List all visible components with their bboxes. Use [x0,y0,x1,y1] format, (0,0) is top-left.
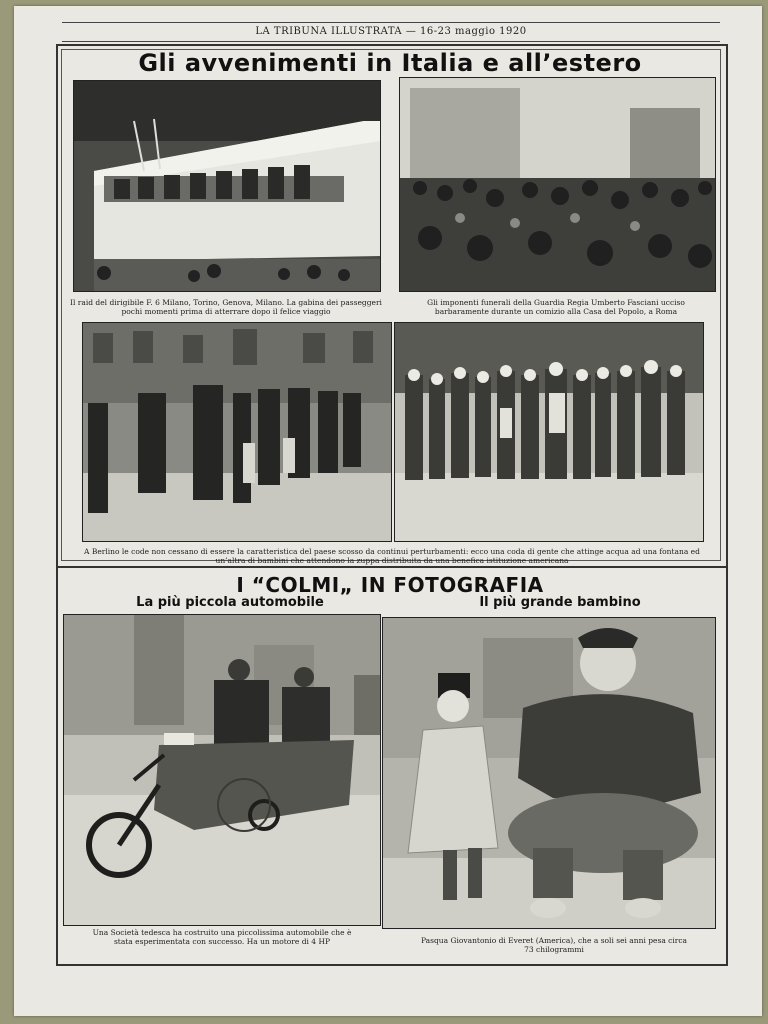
page-headline: Gli avvenimenti in Italia e all’estero [138,49,642,77]
child-caption: Pasqua Giovantonio di Everet (America), che a soli sei anni pesa circa 73 chilogrammi [420,936,688,954]
children-queue-photo [394,322,704,542]
automobile-caption: Una Società tedesca ha costruito una piccolissima automobile che è stata esperimentata con successo. Ha un motore di 4 HP [92,928,352,946]
masthead: LA TRIBUNA ILLUSTRATA — 16-23 maggio 1920 [62,22,720,42]
dirigible-photo [73,80,381,292]
funeral-caption: Gli imponenti funerali della Guardia Regia Umberto Fasciani ucciso barbaramente durante un comizio alla Casa del Popolo, a Roma [427,298,685,316]
dirigible-caption: Il raid del dirigibile F. 6 Milano, Torino, Genova, Milano. La gabina dei passeggeri pochi momenti prima di atterrare dopo il felice viaggio [70,298,382,316]
tiny-automobile-photo [63,614,381,926]
colmi-section-title: I “COLMI„ IN FOTOGRAFIA [236,573,544,597]
berlin-caption: A Berlino le code non cessano di essere la caratteristica del paese scosso da continui perturbamenti: ecco una coda di gente che attinge acqua ad una fontana ed un’altra di bambini che attendono la zuppa distribuita da una benefica istituzione americana [84,547,700,565]
big-child-photo [382,617,716,929]
subhead-automobile: La più piccola automobile [136,595,324,610]
subhead-child: Il più grande bambino [479,595,641,610]
funeral-photo [399,77,716,292]
berlin-queue-photo [82,322,392,542]
